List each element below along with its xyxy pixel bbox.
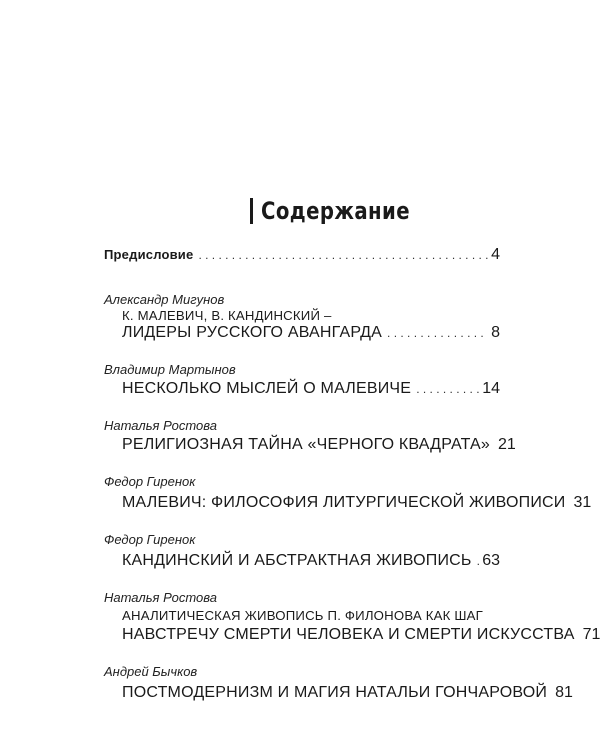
- page-number: 81: [555, 684, 573, 701]
- page-number: 31: [573, 494, 592, 511]
- page-number: 14: [482, 380, 500, 397]
- toc-entry[interactable]: [122, 684, 573, 702]
- page-number: 4: [491, 246, 500, 263]
- entry-author: Федор Гиренок: [104, 474, 196, 489]
- entry-title-line: РЕЛИГИОЗНАЯ ТАЙНА «ЧЕРНОГО КВАДРАТА»: [122, 436, 491, 453]
- dot-leader: [198, 248, 488, 262]
- entry-title-line: КАНДИНСКИЙ И АБСТРАКТНАЯ ЖИВОПИСЬ: [122, 552, 472, 569]
- heading-bar-decoration: [250, 198, 253, 224]
- toc-entry[interactable]: [122, 380, 500, 398]
- entry-author: Федор Гиренок: [104, 532, 196, 547]
- preface-label: Предисловие: [104, 247, 194, 262]
- page-title: Содержание: [261, 197, 410, 225]
- entry-title-line: НАВСТРЕЧУ СМЕРТИ ЧЕЛОВЕКА И СМЕРТИ ИСКУССТВА: [122, 626, 575, 643]
- entry-author: Наталья Ростова: [104, 590, 218, 605]
- entry-title-line: К. МАЛЕВИЧ, В. КАНДИНСКИЙ –: [122, 308, 332, 323]
- page-number: 71: [582, 626, 600, 643]
- toc-entry[interactable]: [122, 436, 516, 454]
- dot-leader: [416, 382, 479, 396]
- entry-author: Владимир Мартынов: [104, 362, 236, 377]
- dot-leader: [477, 554, 480, 568]
- entry-author: Александр Мигунов: [104, 292, 225, 307]
- entry-title-line: ПОСТМОДЕРНИЗМ И МАГИЯ НАТАЛЬИ ГОНЧАРОВОЙ: [122, 684, 548, 701]
- toc-entry[interactable]: [122, 494, 592, 512]
- toc-entry[interactable]: [122, 552, 500, 570]
- toc-entry[interactable]: [122, 626, 600, 644]
- entry-title-line: МАЛЕВИЧ: ФИЛОСОФИЯ ЛИТУРГИЧЕСКОЙ ЖИВОПИСИ: [122, 494, 566, 511]
- entry-title-line: НЕСКОЛЬКО МЫСЛЕЙ О МАЛЕВИЧЕ: [122, 380, 412, 397]
- page-number: 63: [482, 552, 500, 569]
- toc-entry-preface[interactable]: [104, 246, 500, 264]
- contents-heading: [250, 193, 443, 229]
- entry-author: Андрей Бычков: [104, 664, 198, 679]
- page-number: 8: [491, 324, 500, 341]
- dot-leader: [387, 326, 488, 340]
- entry-title-line: ЛИДЕРЫ РУССКОГО АВАНГАРДА: [122, 324, 383, 341]
- page-number: 21: [498, 436, 516, 453]
- entry-title-line: АНАЛИТИЧЕСКАЯ ЖИВОПИСЬ П. ФИЛОНОВА КАК ШАГ: [122, 608, 483, 623]
- toc-entry[interactable]: [122, 324, 500, 342]
- entry-author: Наталья Ростова: [104, 418, 218, 433]
